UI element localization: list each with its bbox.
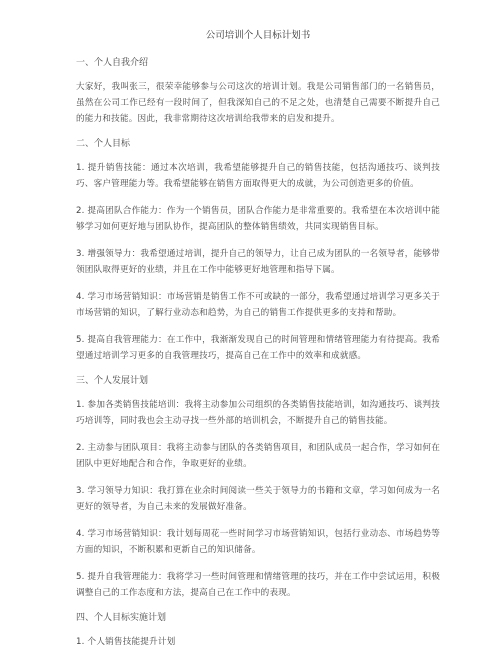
section-intro [76,57,440,127]
paragraph: 2. 提高团队合作能力：作为一个销售员，团队合作能力是非常重要的。我希望在本次培训中能够学习如何更好地与团队协作，提高团队的整体销售绩效，共同实现销售目标。 [76,206,440,232]
section-development-plan [76,375,440,601]
paragraph: 4. 学习市场营销知识：市场营销是销售工作不可或缺的一部分，我希望通过培训学习更多关于市场营销的知识，了解行业动态和趋势，为自己的销售工作提供更多的支持和帮助。 [76,292,440,318]
paragraph: 3. 学习领导力知识：我打算在业余时间阅读一些关于领导力的书籍和文章，学习如何成为一名更好的领导者，为自己未来的发展做好准备。 [76,486,440,512]
section-heading: 三、个人发展计划 [76,376,149,386]
paragraph: 大家好，我叫张三，很荣幸能够参与公司这次的培训计划。我是公司销售部门的一名销售员，虽然在公司工作已经有一段时间了，但我深知自己的不足之处，也清楚自己需要不断提升自己的能力和技能。因此，我非常期待这次培训给我带来的启发和提升。 [76,82,440,124]
document-title: 公司培训个人目标计划书 [205,30,311,41]
section-implementation-plan [76,612,440,650]
section-heading: 四、个人目标实施计划 [76,613,167,623]
section-heading: 二、个人目标 [76,139,131,149]
paragraph: 5. 提升自我管理能力：我将学习一些时间管理和情绪管理的技巧，并在工作中尝试运用，积极调整自己的工作态度和方法，提高自己在工作中的表现。 [76,572,440,598]
paragraph: 1. 参加各类销售技能培训：我将主动参加公司组织的各类销售技能培训，如沟通技巧、谈判技巧培训等，同时我也会主动寻找一些外部的培训机会，不断提升自己的销售技能。 [76,400,440,426]
paragraph: 1. 提升销售技能：通过本次培训，我希望能够提升自己的销售技能，包括沟通技巧、谈判技巧、客户管理能力等。我希望能够在销售方面取得更大的成就，为公司创造更多的价值。 [76,163,440,189]
section-heading: 一、个人自我介绍 [76,58,149,68]
paragraph: 3. 增强领导力：我希望通过培训，提升自己的领导力，让自己成为团队的一名领导者，能够带领团队取得更好的业绩，并且在工作中能够更好地管理和指导下属。 [76,249,440,275]
paragraph: 5. 提高自我管理能力：在工作中，我渐渐发现自己的时间管理和情绪管理能力有待提高。我希望通过培训学习更多的自我管理技巧，提高自己在工作中的效率和成就感。 [76,335,440,361]
paragraph: 1. 个人销售技能提升计划 [76,637,176,647]
paragraph: 2. 主动参与团队项目：我将主动参与团队的各类销售项目，和团队成员一起合作，学习如何在团队中更好地配合和合作，争取更好的业绩。 [76,443,440,469]
paragraph: 4. 学习市场营销知识：我计划每周花一些时间学习市场营销知识，包括行业动态、市场趋势等方面的知识，不断积累和更新自己的知识储备。 [76,529,440,555]
section-goals [76,138,440,364]
